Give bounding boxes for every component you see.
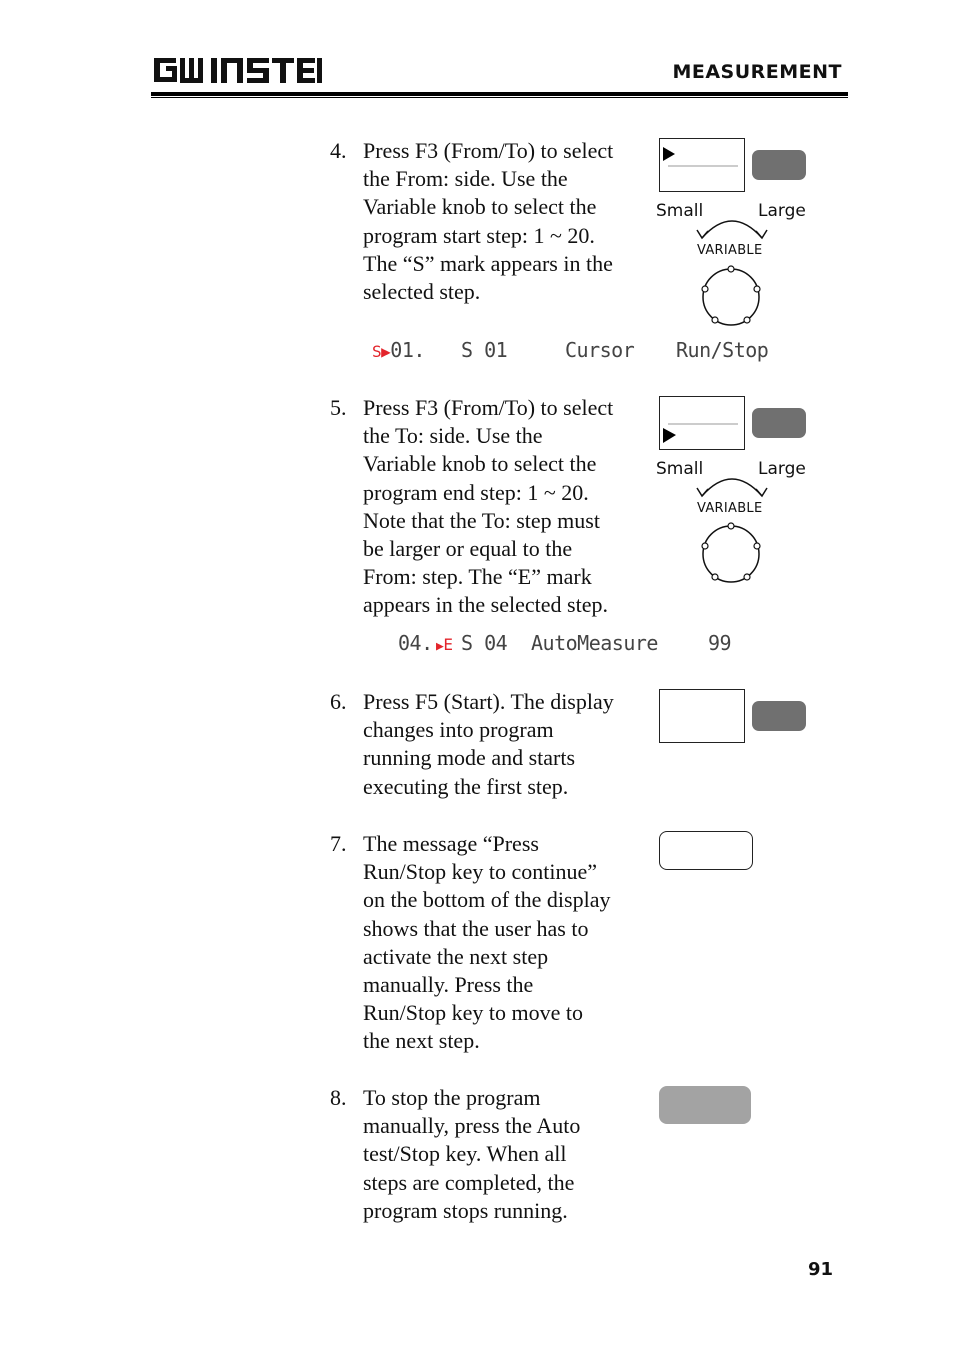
lcd-col4: 99 bbox=[708, 631, 732, 655]
page-number: 91 bbox=[807, 1259, 833, 1280]
f3-key[interactable] bbox=[752, 408, 806, 438]
step-7-number: 7. bbox=[330, 831, 347, 856]
lcd-col4: Run/Stop bbox=[676, 338, 769, 362]
variable-knob-icon[interactable] bbox=[699, 265, 763, 329]
step-4-text bbox=[363, 137, 655, 306]
end-marker: E bbox=[443, 635, 453, 654]
f3-menu-box bbox=[659, 138, 745, 192]
step-6-number: 6. bbox=[330, 689, 347, 714]
step-line: Press F5 (Start). The display bbox=[363, 689, 614, 714]
lcd-step: 04. bbox=[398, 631, 433, 655]
lcd-col3: Cursor bbox=[565, 338, 635, 362]
f3-key[interactable] bbox=[752, 150, 806, 180]
step-8-text bbox=[363, 1084, 655, 1225]
step-line: program end step: 1 ~ 20. bbox=[363, 479, 589, 505]
to-pointer-icon bbox=[660, 397, 746, 451]
step-line: on the bottom of the display bbox=[363, 887, 611, 913]
step-line: changes into program bbox=[363, 717, 554, 743]
step-line: Press F3 (From/To) to select bbox=[363, 395, 614, 420]
f3-menu-box bbox=[659, 396, 745, 450]
lcd-col3: AutoMeasure bbox=[531, 631, 658, 655]
knob-arrow-icon bbox=[694, 468, 770, 502]
knob-arrow-icon bbox=[694, 210, 770, 244]
header-rule-thin bbox=[151, 97, 848, 98]
lcd-step: 01. bbox=[390, 338, 425, 362]
step-line: Run/Stop key to move to bbox=[363, 1000, 583, 1026]
variable-knob-icon[interactable] bbox=[699, 522, 763, 586]
gw-instek-logo bbox=[152, 52, 324, 86]
step-line: program stops running. bbox=[363, 1197, 568, 1223]
lcd-item: S 04 bbox=[461, 631, 508, 655]
marker-arrow-icon: ▶ bbox=[381, 342, 391, 361]
step-line: program start step: 1 ~ 20. bbox=[363, 222, 595, 248]
step-line: shows that the user has to bbox=[363, 915, 589, 941]
f5-key[interactable] bbox=[752, 701, 806, 731]
step-line: be larger or equal to the bbox=[363, 536, 573, 562]
knob-large-label: Large bbox=[758, 201, 806, 221]
section-title: MEASUREMENT bbox=[672, 61, 842, 83]
knob-small-label: Small bbox=[656, 459, 704, 479]
start-marker: S bbox=[372, 342, 382, 361]
step-5-number: 5. bbox=[330, 395, 347, 420]
knob-variable-label: VARIABLE bbox=[697, 243, 763, 258]
auto-test-stop-key[interactable] bbox=[659, 1086, 751, 1124]
step-line: Variable knob to select the bbox=[363, 451, 597, 477]
step-8-number: 8. bbox=[330, 1085, 347, 1110]
knob-large-label: Large bbox=[758, 459, 806, 479]
step-line: the To: side. Use the bbox=[363, 423, 543, 449]
marker-arrow-icon: ▶ bbox=[436, 639, 444, 654]
step-line: the next step. bbox=[363, 1028, 480, 1054]
lcd-row-1 bbox=[372, 338, 425, 362]
knob-variable-label: VARIABLE bbox=[697, 501, 763, 516]
lcd-row-2-marker bbox=[436, 631, 452, 655]
from-pointer-icon bbox=[660, 139, 746, 193]
f5-menu-box bbox=[659, 689, 745, 743]
step-line: appears in the selected step. bbox=[363, 592, 608, 618]
step-line: Note that the To: step must bbox=[363, 507, 600, 533]
step-line: activate the next step bbox=[363, 943, 549, 969]
step-line: running mode and starts bbox=[363, 745, 576, 771]
step-line: Run/Stop key to continue” bbox=[363, 859, 598, 885]
lcd-item: S 01 bbox=[461, 338, 508, 362]
step-4-number: 4. bbox=[330, 138, 347, 163]
step-line: test/Stop key. When all bbox=[363, 1141, 567, 1167]
step-line: manually, press the Auto bbox=[363, 1113, 581, 1139]
step-line: The message “Press bbox=[363, 831, 539, 856]
brand-text: GW INSTEK bbox=[152, 52, 158, 53]
knob-small-label: Small bbox=[656, 201, 704, 221]
step-line: manually. Press the bbox=[363, 972, 534, 998]
step-line: Variable knob to select the bbox=[363, 194, 597, 220]
step-line: executing the first step. bbox=[363, 773, 569, 799]
step-line: From: step. The “E” mark bbox=[363, 564, 592, 590]
step-line: The “S” mark appears in the bbox=[363, 250, 613, 276]
run-stop-key[interactable] bbox=[659, 831, 753, 870]
header-rule bbox=[151, 92, 848, 96]
step-line: Press F3 (From/To) to select bbox=[363, 138, 614, 163]
step-5-text bbox=[363, 394, 655, 620]
step-6-text bbox=[363, 688, 655, 801]
step-line: steps are completed, the bbox=[363, 1169, 575, 1195]
step-line: the From: side. Use the bbox=[363, 166, 568, 192]
step-line: To stop the program bbox=[363, 1085, 541, 1110]
step-7-text bbox=[363, 830, 655, 1056]
step-line: selected step. bbox=[363, 279, 481, 305]
